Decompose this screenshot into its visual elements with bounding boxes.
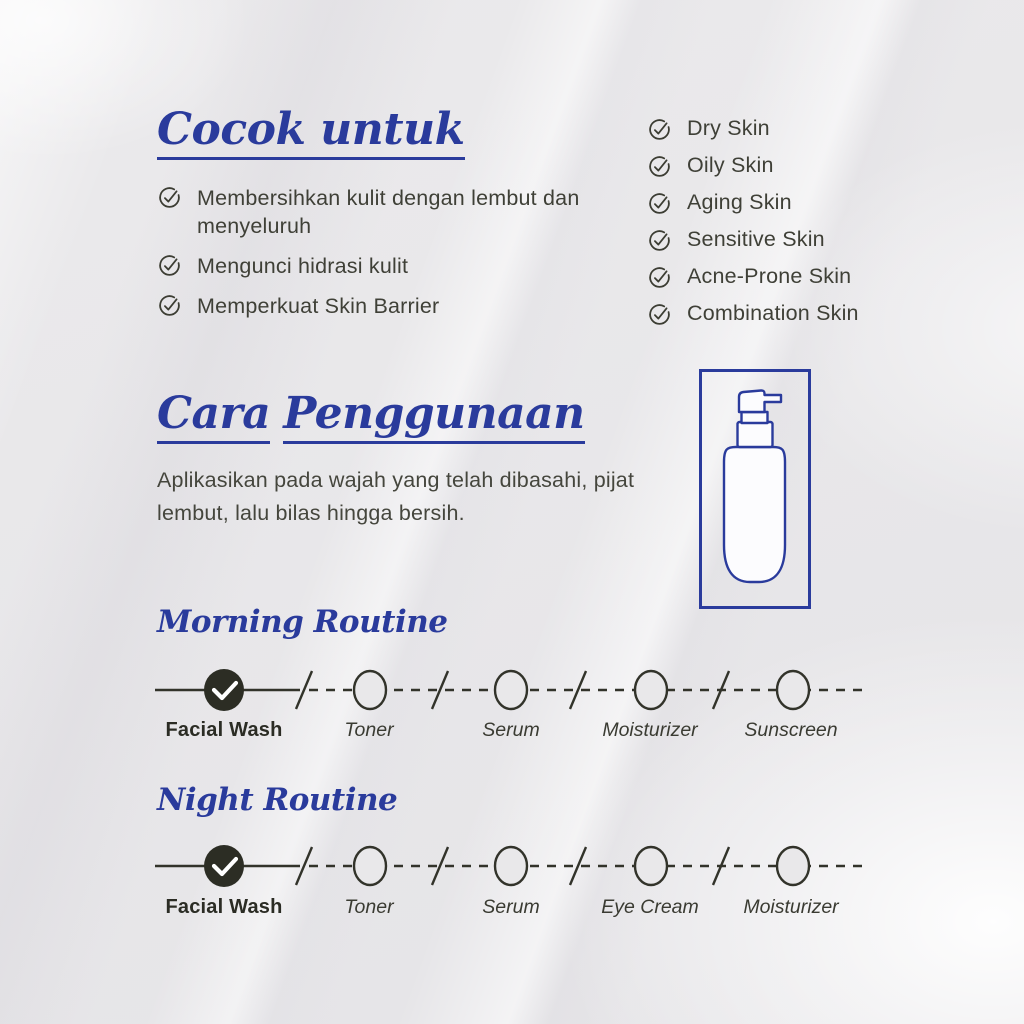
routine-title-morning: Morning Routine: [157, 604, 448, 640]
pump-bottle-icon: [702, 372, 808, 606]
check-circle-icon: [647, 265, 672, 290]
list-item: [647, 301, 1007, 327]
list-item: [157, 292, 597, 320]
step-label: Serum: [482, 719, 540, 741]
check-circle-icon: [157, 253, 182, 278]
skin-type-text: Sensitive Skin: [687, 227, 825, 251]
check-circle-icon: [157, 185, 182, 210]
skin-type-text: Oily Skin: [687, 153, 774, 177]
step-label: Toner: [344, 896, 394, 918]
product-illustration-frame: [699, 369, 811, 609]
list-item: [157, 252, 597, 280]
check-circle-icon: [647, 154, 672, 179]
section-title-suitable-for: [157, 104, 465, 160]
section-title-word: Penggunaan: [283, 391, 584, 444]
list-item: [647, 190, 1007, 216]
benefit-text: Membersihkan kulit dengan lembut dan menyeluruh: [197, 186, 580, 238]
section-title-word: Cara: [157, 391, 270, 444]
check-circle-icon: [157, 293, 182, 318]
check-circle-icon: [647, 191, 672, 216]
benefit-text: Mengunci hidrasi kulit: [197, 254, 409, 278]
skin-types-list: [647, 116, 1007, 338]
routine-title-night: Night Routine: [157, 782, 398, 818]
step-label: Moisturizer: [602, 719, 698, 741]
skin-type-text: Dry Skin: [687, 116, 770, 140]
skin-type-text: Combination Skin: [687, 301, 859, 325]
list-item: [647, 227, 1007, 253]
section-title-usage: [157, 388, 585, 444]
list-item: [647, 153, 1007, 179]
skin-type-text: Acne-Prone Skin: [687, 264, 852, 288]
step-label: Toner: [344, 719, 394, 741]
step-label: Eye Cream: [601, 896, 699, 918]
completed-step-node: [204, 669, 244, 711]
list-item: [157, 184, 597, 240]
benefit-text: Memperkuat Skin Barrier: [197, 294, 440, 318]
check-circle-icon: [647, 117, 672, 142]
step-label: Sunscreen: [744, 719, 838, 741]
step-label: Moisturizer: [743, 896, 839, 918]
night-routine-timeline: [0, 831, 1024, 901]
usage-description: Aplikasikan pada wajah yang telah dibasahi, pijat lembut, lalu bilas hingga bersih.: [157, 468, 635, 525]
skin-type-text: Aging Skin: [687, 190, 792, 214]
section-title-text: Cocok untuk: [157, 107, 465, 160]
step-label: Facial Wash: [165, 896, 283, 918]
check-circle-icon: [647, 302, 672, 327]
check-circle-icon: [647, 228, 672, 253]
morning-routine-timeline: [0, 655, 1024, 725]
completed-step-node: [204, 845, 244, 887]
step-label: Serum: [482, 896, 540, 918]
benefits-list: [157, 184, 597, 332]
step-label: Facial Wash: [165, 719, 283, 741]
list-item: [647, 264, 1007, 290]
list-item: [647, 116, 1007, 142]
